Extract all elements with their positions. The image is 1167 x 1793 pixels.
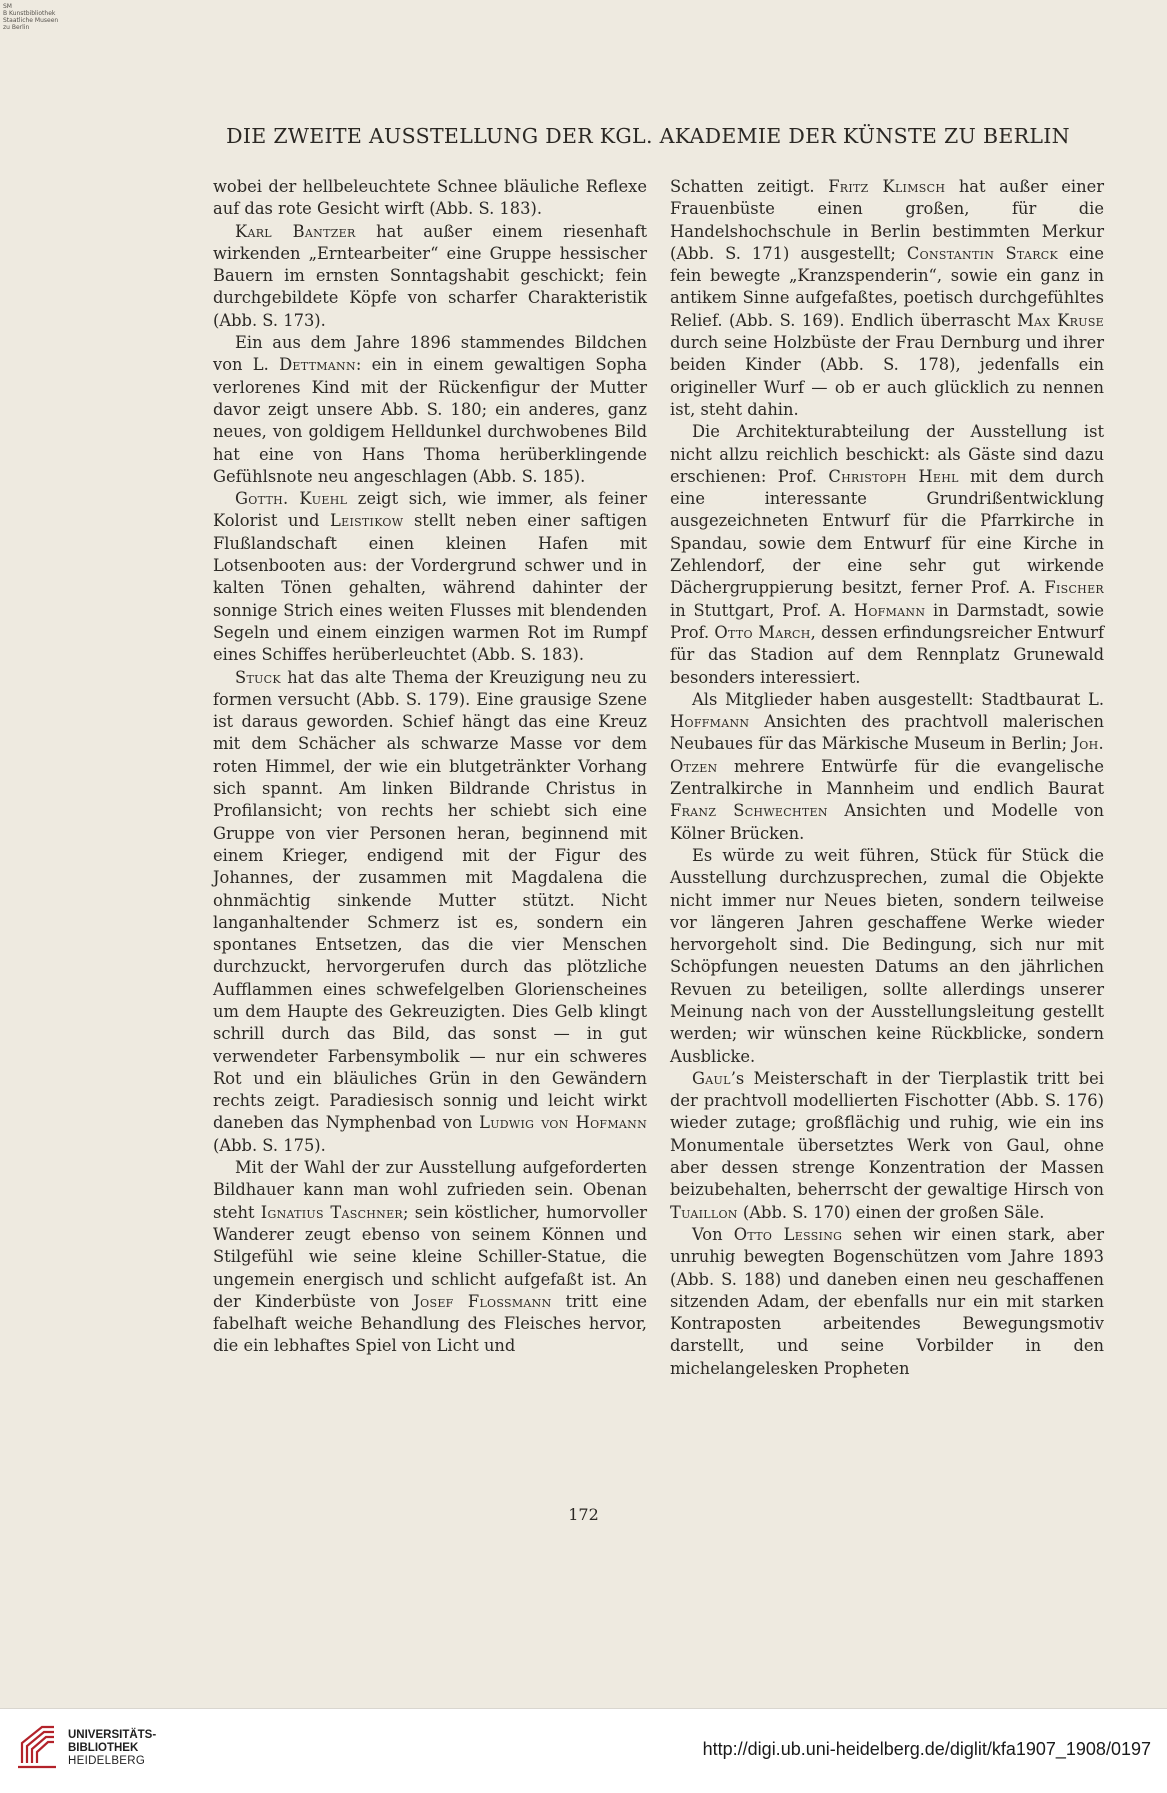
text-run: Schatten zeitigt. (670, 177, 829, 196)
text-column-right (670, 176, 1104, 1380)
text-run: , dessen erfindungsreicher Entwurf für das Stadion auf dem Rennplatz Grunewald besonders interessiert. (670, 622, 1104, 687)
text-run: mit dem durch eine interessante Grundrißentwicklung ausgezeichneten Entwurf für die Pfarrkirche in Spandau, sowie dem Entwurf für eine Kirche in Zehlendorf, der eine sehr gut wirkende Dächergruppierung besitzt, ferner Prof. A. (670, 466, 1104, 598)
paragraph (670, 176, 1104, 421)
text-column-left (213, 176, 647, 1358)
name-smallcaps: Franz Schwechten (670, 801, 828, 821)
text-run: Mit der Wahl der zur Ausstellung aufgeforderten Bildhauer kann man wohl zufrieden sein. Obenan steht (213, 1158, 647, 1222)
name-smallcaps: Gaul (692, 1068, 731, 1088)
paragraph (670, 689, 1104, 845)
text-run: ; sein köstlicher, humorvoller Wanderer zeugt ebenso von seinem Können und Stilgefühl wie seine kleine Schiller-Statue, die ungemein energisch und schlicht aufgefaßt ist. An der Kinderbüste von (213, 1202, 647, 1311)
text-run: : ein in einem gewaltigen Sopha verlorenes Kind mit der Rückenfigur der Mutter davor zeigt unsere Abb. S. 180; ein anderes, ganz neues, von goldigem Helldunkel durchwobenes Bild hat eine von Hans Thoma herüberklingende Gefühlsnote neu angeschlagen (Abb. S. 185). (213, 355, 648, 486)
text-run: sehen wir einen stark, aber unruhig bewegten Bogenschützen vom Jahre 1893 (Abb. S. 188) und daneben einen neu geschaffenen sitzenden Adam, der ebenfalls nur ein mit starken Kontraposten arbeitendes Bewegungsmotiv darstellt, und seine Vorbilder in den michelangelesken Propheten (670, 1224, 1104, 1378)
paragraph (213, 221, 647, 332)
text-run: durch seine Holzbüste der Frau Dernburg und ihrer beiden Kinder (Abb. S. 178), jedenfalls ein origineller Wurf — ob er auch glücklich zu nennen ist, steht dahin. (670, 333, 1104, 419)
stamp-line: SM (3, 3, 12, 10)
name-smallcaps: Hofmann (853, 600, 926, 620)
name-smallcaps: Karl Bantzer (235, 221, 356, 241)
library-name-line: BIBLIOTHEK (68, 1742, 139, 1754)
paragraph (670, 1068, 1104, 1224)
library-name (68, 1729, 156, 1768)
text-run: (Abb. S. 175). (213, 1135, 326, 1155)
text-run: Ansichten des prachtvoll malerischen Neubaues für das Märkische Museum in Berlin; (670, 712, 1104, 754)
text-run: mehrere Entwürfe für die evangelische Zentralkirche in Mannheim und endlich Baurat (670, 756, 1104, 799)
library-name-line: HEIDELBERG (68, 1755, 146, 1767)
footer-bar (0, 1708, 1167, 1793)
library-name-line: UNIVERSITÄTS- (68, 1729, 157, 1741)
text-run: ’s Meisterschaft in der Tierplastik tritt bei der prachtvoll modellierten Fischotter (Abb. S. 176) wieder zutage; großflächig und ruhig, wie ein ins Monumentale übersetztes Werk von Gaul, ohne aber dessen strenge Konzentration der Massen beizubehalten, beherrscht der gewaltige Hirsch von (670, 1068, 1104, 1200)
text-run: stellt neben einer saftigen Flußlandschaft einen kleinen Hafen mit Lotsenbooten aus: der Vordergrund schwer und in kalten Tönen gehalten, während dahinter der sonnige Strich eines weiten Flusses mit blendenden Segeln und einem einzigen warmen Rot im Rumpf eines Schiffes herüberleuchtet (Abb. S. 183). (213, 511, 647, 665)
name-smallcaps: Leistikow (330, 511, 404, 531)
name-smallcaps: Fischer (1044, 578, 1104, 598)
name-smallcaps: Joh. Otzen (670, 734, 1104, 776)
name-smallcaps: Dettmann (279, 355, 356, 375)
source-url-link[interactable]: http://digi.ub.uni-heidelberg.de/diglit/kfa1907_1908/0197 (702, 1739, 1151, 1759)
paragraph (213, 1157, 647, 1358)
page-number: 172 (568, 1505, 599, 1524)
paragraph (670, 1224, 1104, 1380)
name-smallcaps: Otto March (714, 622, 811, 642)
name-smallcaps: Ignatius Taschner (260, 1202, 404, 1222)
paragraph (213, 667, 647, 1158)
text-run: tritt eine fabelhaft weiche Behandlung des Fleisches hervor, die ein lebhaftes Spiel von Licht und (213, 1291, 647, 1356)
library-stamp (3, 3, 58, 31)
text-run: hat außer einer Frauenbüste einen großen, für die Handelshochschule in Berlin bestimmten Merkur (Abb. S. 171) ausgestellt; (670, 177, 1104, 263)
stamp-line: B Kunstbibliothek (3, 10, 56, 17)
text-run: Ein aus dem Jahre 1896 stammendes Bildchen von L. (213, 333, 647, 375)
name-smallcaps: Christoph Hehl (828, 466, 959, 486)
text-run: Es würde zu weit führen, Stück für Stück die Ausstellung durchzusprechen, zumal die Objekte nicht immer nur Neues bieten, sondern teilweise vor längeren Jahren geschaffene Werke wieder hervorgeholt sind. Die Bedingung, sich nur mit Schöpfungen neuesten Datums an den jährlichen Revuen zu beteiligen, sollte allerdings unserer Meinung nach von der Ausstellungsleitung gestellt werden; wir wünschen keine Rückblicke, sondern Ausblicke. (670, 845, 1104, 1066)
name-smallcaps: Fritz Klimsch (828, 177, 946, 196)
text-run: eine fein bewegte „Kranzspenderin“, sowie ein ganz in antikem Sinne aufgefaßtes, poetisch durchgefühltes Relief. (Abb. S. 169). Endlich überrascht (670, 243, 1105, 330)
text-run: zeigt sich, wie immer, als feiner Kolorist und (213, 489, 647, 531)
text-run: Die Architekturabteilung der Ausstellung ist nicht allzu reichlich beschickt: als Gäste sind dazu erschienen: Prof. (670, 422, 1104, 486)
paragraph (670, 421, 1104, 689)
name-smallcaps: Otto Lessing (733, 1224, 843, 1244)
name-smallcaps: Ludwig von Hofmann (479, 1113, 647, 1133)
text-run: Als Mitglieder haben ausgestellt: Stadtbaurat L. (692, 689, 1104, 709)
stamp-line: zu Berlin (3, 24, 30, 31)
paragraph (213, 332, 647, 488)
name-smallcaps: Constantin Starck (906, 243, 1059, 263)
name-smallcaps: Stuck (235, 667, 281, 687)
text-run: hat außer einem riesenhaft wirkenden „Erntearbeiter“ eine Gruppe hessischer Bauern im ernsten Sonntagshabit geschickt; fein durchgebildete Köpfe von scharfer Charakteristik (Abb. S. 173). (213, 221, 648, 330)
text-run: in Stuttgart, Prof. A. (670, 600, 854, 620)
name-smallcaps: Tuaillon (670, 1202, 738, 1222)
text-run: wobei der hellbeleuchtete Schnee bläuliche Reflexe auf das rote Gesicht wirft (Abb. S. 183). (213, 177, 647, 219)
paragraph (213, 488, 647, 666)
text-run: in Darmstadt, sowie Prof. (670, 600, 1104, 642)
text-run: Ansichten und Modelle von Kölner Brücken. (670, 801, 1104, 843)
paragraph (670, 845, 1104, 1068)
stamp-line: Staatliche Museen (3, 17, 59, 24)
text-run: Von (692, 1224, 734, 1244)
name-smallcaps: Gotth. Kuehl (235, 489, 348, 509)
paragraph (213, 176, 647, 221)
ub-heidelberg-logo-icon[interactable] (16, 1723, 60, 1771)
name-smallcaps: Josef Flossmann (413, 1291, 552, 1311)
text-run: hat das alte Thema der Kreuzigung neu zu formen versucht (Abb. S. 179). Eine grausige Szene ist daraus geworden. Schief hängt das eine Kreuz mit dem Schächer als schwarze Masse vor dem roten Himmel, der wie ein blutgetränkter Vorhang sich spannt. Am linken Bildrande Christus in Profilansicht; von rechts her schiebt sich eine Gruppe von vier Personen heran, beginnend mit einem Krieger, endigend mit der Figur des Johannes, der zusammen mit Magdalena die ohnmächtig sinkende Mutter stützt. Nicht langanhaltender Schmerz ist es, sondern ein spontanes Entsetzen, das die vier Menschen durchzuckt, hervorgerufen durch das plötzliche Aufflammen eines schwefelgelben Glorienscheines um dem Haupte des Gekreuzigten. Dies Gelb klingt schrill durch das Bild, das sonst — in gut verwendeter Farbensymbolik — nur ein schweres Rot und ein bläuliches Grün in den Gewändern rechts zeigt. Paradiesisch sonnig und leicht wirkt daneben das Nymphenbad von (213, 667, 647, 1133)
running-header: DIE ZWEITE AUSSTELLUNG DER KGL. AKADEMIE DER KÜNSTE ZU BERLIN (226, 124, 1070, 148)
text-run: (Abb. S. 170) einen der großen Säle. (737, 1202, 1045, 1222)
name-smallcaps: Max Kruse (1017, 310, 1104, 330)
name-smallcaps: Hoffmann (670, 712, 750, 732)
